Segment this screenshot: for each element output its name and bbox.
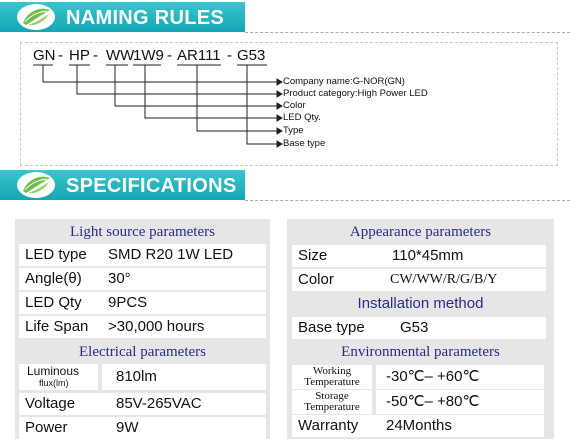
code-separator: - — [58, 47, 63, 64]
connector-arrow-icon — [277, 128, 282, 134]
working-temp-line1: Working — [312, 365, 352, 377]
life-span-key: Life Span — [19, 316, 104, 338]
storage-temp-value: -50℃– +80℃ — [376, 390, 544, 414]
connector-arrow-icon — [277, 115, 282, 121]
luminous-flux-key — [19, 364, 98, 390]
working-temp-key — [292, 365, 372, 389]
base-type-value: G53 — [376, 317, 546, 339]
installation-header: Installation method — [357, 295, 484, 312]
code-segment: GN — [33, 47, 56, 64]
power-value: 9W — [102, 417, 266, 439]
code-label: Type — [283, 125, 304, 136]
led-type-value: SMD R20 1W LED — [102, 244, 266, 266]
working-temp-value: -30℃– +60℃ — [376, 365, 544, 389]
code-label: Company name:G-NOR(GN) — [283, 76, 405, 87]
banner-dashed-rule — [245, 2, 570, 33]
specifications-banner — [0, 168, 570, 202]
luminous-key-line2: flux(lm) — [39, 378, 69, 388]
specifications-title: SPECIFICATIONS — [66, 175, 237, 197]
naming-code-diagram — [20, 42, 558, 166]
luminous-key-line1: Luminous — [27, 364, 80, 378]
life-span-value: >30,000 hours — [102, 316, 266, 338]
warranty-value: 24Months — [376, 415, 544, 437]
code-segment: 1W9 — [133, 47, 164, 64]
connector-line — [197, 65, 277, 131]
code-label: Product category:High Power LED — [283, 88, 428, 99]
storage-temp-line2: Temperature — [304, 401, 360, 413]
size-key: Size — [292, 245, 378, 267]
connector-line — [43, 65, 277, 82]
connector-arrow-icon — [277, 79, 282, 85]
leaf-logo-icon — [14, 1, 58, 33]
voltage-key: Voltage — [19, 393, 104, 415]
connector-arrow-icon — [277, 141, 282, 147]
connector-line — [247, 65, 277, 144]
base-type-key: Base type — [292, 317, 378, 339]
storage-temp-key — [292, 390, 372, 414]
size-value: 110*45mm — [376, 245, 546, 267]
code-separator: - — [93, 47, 98, 64]
leaf-logo-icon — [14, 169, 58, 201]
connector-arrow-icon — [277, 91, 282, 97]
appearance-header: Appearance parameters — [349, 224, 492, 240]
working-temp-line2: Temperature — [304, 376, 360, 388]
led-type-key: LED type — [19, 244, 104, 266]
angle-key: Angle(θ) — [19, 268, 104, 290]
code-label: Base type — [283, 138, 326, 149]
connector-line — [115, 65, 277, 106]
color-key: Color — [292, 269, 378, 291]
connector-arrow-icon — [277, 103, 282, 109]
code-label: Color — [283, 100, 306, 111]
light-source-header: Light source parameters — [70, 224, 215, 240]
voltage-value: 85V-265VAC — [102, 393, 266, 415]
warranty-key: Warranty — [292, 415, 378, 437]
code-separator: - — [227, 47, 232, 64]
electrical-header: Electrical parameters — [78, 344, 206, 360]
code-segment: AR111 — [177, 47, 221, 64]
connector-line — [145, 65, 277, 118]
code-segment: G53 — [237, 47, 266, 64]
naming-rules-title: NAMING RULES — [66, 7, 225, 29]
led-qty-value: 9PCS — [102, 292, 266, 314]
code-segment: HP — [69, 47, 90, 64]
color-value: CW/WW/R/G/B/Y — [376, 269, 546, 291]
code-segment: WW — [106, 47, 135, 64]
luminous-flux-value: 810lm — [102, 364, 266, 390]
naming-rules-banner — [0, 0, 570, 34]
code-separator: - — [167, 47, 172, 64]
led-qty-key: LED Qty — [19, 292, 104, 314]
storage-temp-line1: Storage — [315, 390, 349, 402]
power-key: Power — [19, 417, 104, 439]
banner-dashed-rule — [245, 170, 570, 201]
environmental-header: Environmental parameters — [341, 344, 500, 360]
angle-value: 30° — [102, 268, 266, 290]
code-label: LED Qty. — [283, 112, 321, 123]
